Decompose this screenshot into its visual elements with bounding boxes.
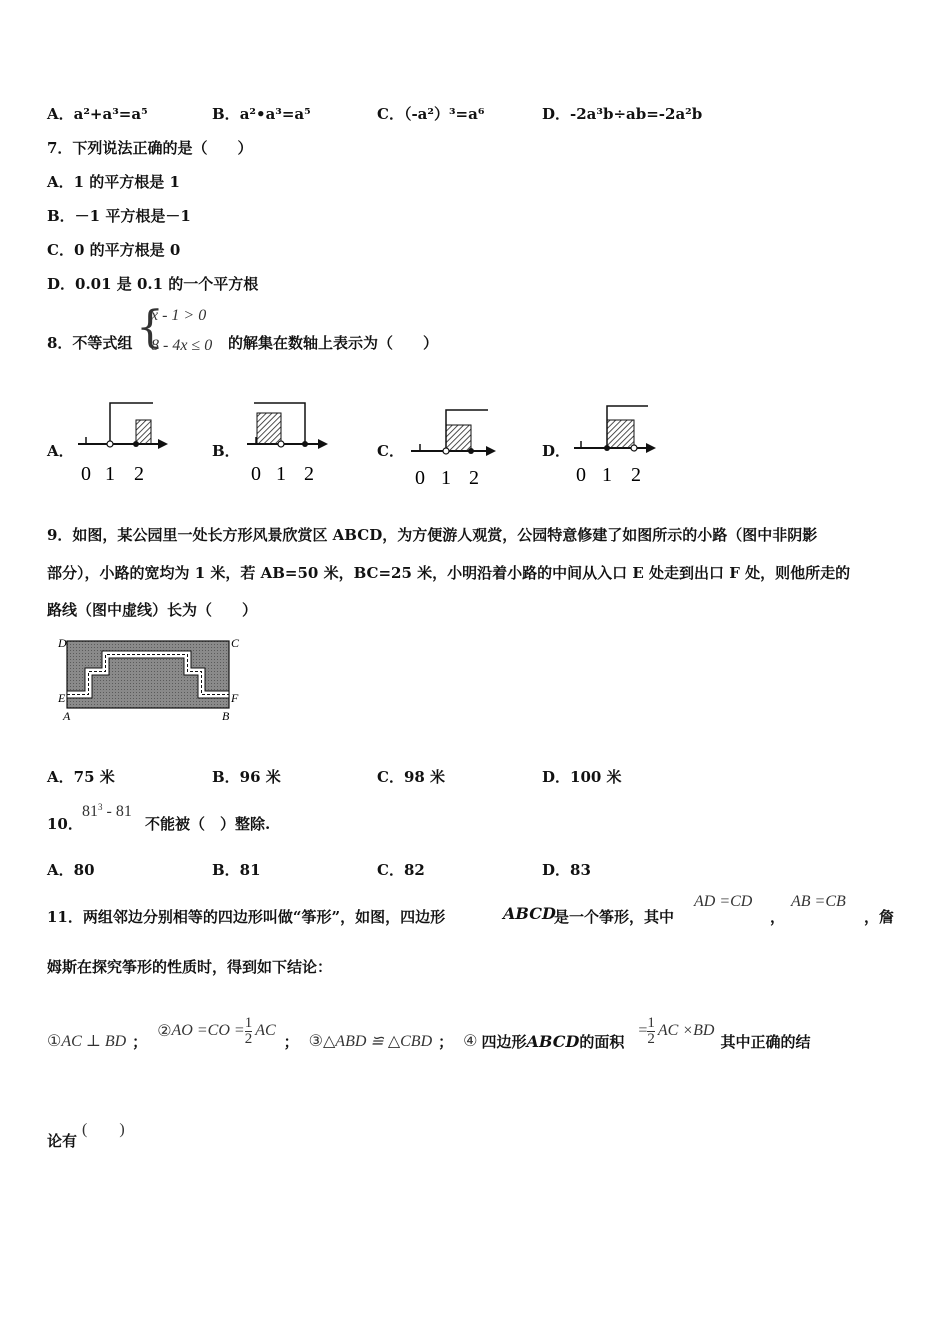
q11-line-2: 姆斯在探究筝形的性质时，得到如下结论：: [47, 958, 333, 976]
q8-brace: {: [136, 302, 164, 353]
q8-option-b-label: B．: [212, 442, 240, 460]
q6-option-b: B．a²•a³=a⁵: [212, 105, 311, 123]
q9-park-figure: [55, 632, 245, 727]
q11-abcd: ABCD: [503, 904, 556, 923]
conclusion-2-marker: ②: [157, 1023, 172, 1040]
q9-line-1: 9．如图，某公园里一处长方形风景欣赏区 ABCD，为方便游人观赏，公园特意修建了如图所示的小路（图中非阴影: [47, 526, 818, 544]
q9-option-b: B．96 米: [212, 768, 281, 786]
fraction-half: $\frac{1}{2}$: [244, 1014, 253, 1047]
q7-option-d: D．0.01 是 0.1 的一个平方根: [47, 275, 259, 293]
conclusion-1-marker: ①: [47, 1033, 62, 1050]
q6-option-c-text: （-a²）³=a⁶: [403, 105, 485, 123]
q10-option-d: D．83: [542, 861, 591, 879]
tick-1-label: 1: [105, 463, 115, 485]
q8-option-c-figure: [411, 410, 496, 489]
q10-text: 不能被（ ）整除.: [145, 815, 271, 833]
q7-option-c: C．0 的平方根是 0: [47, 241, 181, 259]
label-B: B: [222, 709, 230, 723]
q11-line-1a: 11．两组邻边分别相等的四边形叫做“筝形”，如图，四边形: [47, 908, 446, 926]
fraction-half: $\frac{1}{2}$: [647, 1014, 655, 1047]
q6-option-a: A．a²+a³=a⁵: [47, 105, 148, 123]
q10-option-a: A．80: [47, 861, 95, 879]
tick-2-label: 2: [134, 463, 144, 485]
q8-option-b-figure: [247, 403, 328, 485]
tick-0-label: 0: [415, 467, 425, 489]
separator: ；: [438, 1032, 454, 1051]
q8-option-a-figure: [78, 403, 168, 485]
q8-option-d-figure: [574, 406, 656, 486]
conclusion-4-abcd: ABCD: [526, 1031, 580, 1051]
q6-option-a-text: a²+a³=a⁵: [73, 105, 148, 123]
q6-option-d-text: -2a³b÷ab=-2a²b: [570, 105, 703, 123]
tick-0-label: 0: [81, 463, 91, 485]
conclusion-2-lhs: AO =CO =: [171, 1022, 245, 1039]
label-E: E: [58, 691, 66, 705]
q8-option-d-label: D．: [542, 442, 571, 460]
q10-option-b: B．81: [212, 861, 261, 879]
equals-sign: =: [638, 1022, 648, 1039]
q6-option-c: C．（-a²）³=a⁶: [377, 105, 485, 123]
q8-option-a-label: A．: [47, 442, 74, 460]
q6-option-d: D．-2a³b÷ab=-2a²b: [542, 105, 703, 123]
q7-option-a: A．1 的平方根是 1: [47, 173, 180, 191]
q8-inequality-2: 8 - 4x ≤ 0: [151, 337, 213, 354]
q9-line-2: 部分），小路的宽均为 1 米，若 AB=50 米，BC=25 米，小明沿着小路的中间从入口 E 处走到出口 F 处，则他所走的: [47, 564, 851, 582]
conclusion-2: [157, 1016, 275, 1047]
conclusion-4-formula: [638, 1016, 714, 1047]
q8-prefix: 8．不等式组: [47, 334, 133, 352]
q10-number: 10．: [47, 815, 83, 833]
q8-inequality-1: x - 1 > 0: [151, 307, 207, 324]
q8-suffix: 的解集在数轴上表示为（ ）: [228, 334, 439, 352]
conclusion-4-marker: ④: [463, 1033, 478, 1050]
tick-2-label: 2: [304, 463, 314, 485]
conclusion-1: AC ⊥ BD: [61, 1033, 127, 1050]
separator: ；: [283, 1032, 299, 1051]
tick-0-label: 0: [576, 464, 586, 486]
label-C: C: [231, 636, 240, 650]
q11-eq-ab-cb: AB =CB: [791, 893, 846, 910]
q9-option-d: D．100 米: [542, 768, 622, 786]
q9-option-c: C．98 米: [377, 768, 446, 786]
q11-comma: ，: [770, 908, 786, 926]
label-D: D: [58, 636, 67, 650]
q7-option-b: B．－1 平方根是－1: [47, 207, 191, 225]
q10-expression: $81^3 - 81$: [82, 802, 132, 820]
q8-option-c-label: C．: [377, 442, 404, 460]
conclusion-3: △ABD ≌ △CBD: [323, 1033, 433, 1050]
tick-2-label: 2: [631, 464, 641, 486]
q9-line-3: 路线（图中虚线）长为（ ）: [47, 601, 258, 619]
conclusion-4-rhs: AC ×BD: [657, 1022, 715, 1039]
q11-line-1b: 是一个筝形，其中: [554, 908, 675, 926]
label-F: F: [231, 691, 239, 705]
tick-1-label: 1: [276, 463, 286, 485]
tick-1-label: 1: [441, 467, 451, 489]
tick-0-label: 0: [251, 463, 261, 485]
label-A: A: [63, 709, 71, 723]
conclusion-2-rhs: AC: [255, 1022, 276, 1039]
tick-1-label: 1: [602, 464, 612, 486]
q11-line-4: 论有: [47, 1132, 78, 1150]
q6-option-b-text: a²•a³=a⁵: [239, 105, 311, 123]
separator: ；: [132, 1032, 148, 1051]
q11-conclusions: [47, 1016, 810, 1066]
q11-answer-paren: ( ): [82, 1121, 125, 1138]
conclusion-4-end: 其中正确的结: [720, 1032, 811, 1051]
q9-option-a: A．75 米: [47, 768, 115, 786]
conclusion-4-mid: 的面积: [579, 1032, 625, 1051]
conclusion-4-prefix: 四边形: [481, 1032, 527, 1051]
q7-stem: 7．下列说法正确的是（ ）: [47, 139, 253, 157]
q10-option-c: C．82: [377, 861, 425, 879]
q11-eq-ad-cd: AD =CD: [694, 893, 753, 910]
conclusion-3-marker: ③: [308, 1033, 323, 1050]
q11-line-1c: ，詹: [864, 908, 895, 926]
tick-2-label: 2: [469, 467, 479, 489]
